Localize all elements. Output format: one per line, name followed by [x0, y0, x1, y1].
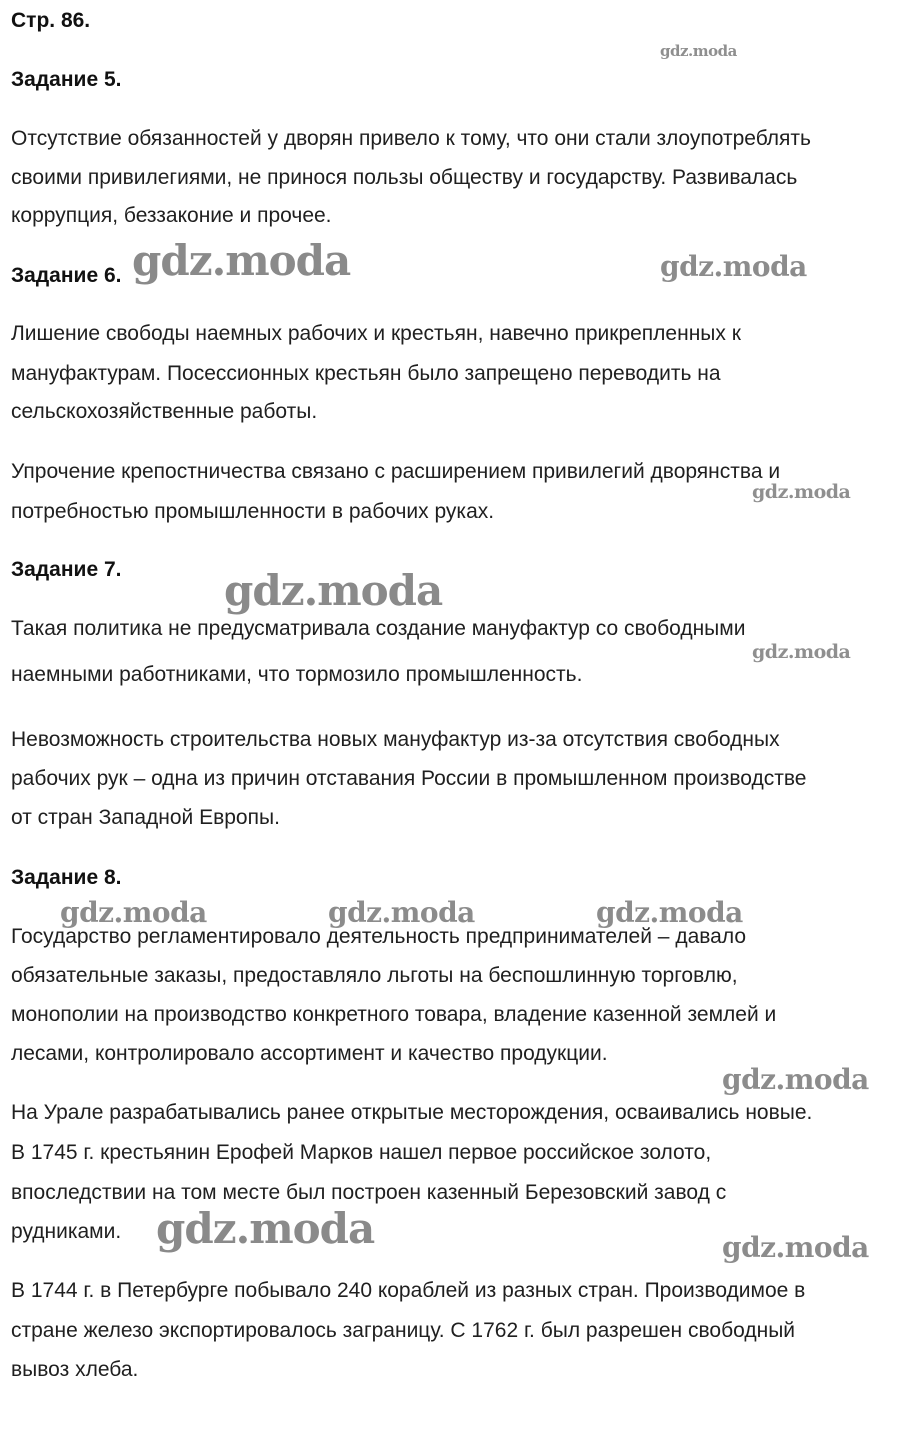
task-8-text-line: стране железо экспортировалось заграницу. С 1762 г. был разрешен свободный: [11, 1319, 796, 1342]
task-7-text-line: от стран Западной Европы.: [11, 806, 280, 829]
task-8-text-line: На Урале разрабатывались ранее открытые месторождения, осваивались новые.: [11, 1101, 813, 1124]
task-8-heading: Задание 8.: [11, 866, 122, 889]
watermark: gdz.moda: [156, 1204, 375, 1253]
task-7-text-line: Такая политика не предусматривала создание мануфактур со свободными: [11, 617, 746, 640]
task-6-text-line: Упрочение крепостничества связано с расширением привилегий дворянства и: [11, 460, 781, 483]
task-6-text-line: потребностью промышленности в рабочих руках.: [11, 500, 495, 523]
task-7-text-line: Невозможность строительства новых мануфактур из-за отсутствия свободных: [11, 728, 780, 751]
watermark: gdz.moda: [722, 1231, 869, 1264]
watermark: gdz.moda: [752, 481, 851, 503]
task-8-text-line: обязательные заказы, предоставляло льготы на беспошлинную торговлю,: [11, 964, 738, 987]
task-8-text-line: впоследствии на том месте был построен казенный Березовский завод с: [11, 1181, 727, 1204]
watermark: gdz.moda: [596, 896, 743, 929]
task-6-text-line: мануфактурам. Посессионных крестьян было запрещено переводить на: [11, 362, 721, 385]
task-5-text-line: своими привилегиями, не принося пользы обществу и государству. Развивалась: [11, 166, 798, 189]
task-8-text-line: рудниками.: [11, 1220, 122, 1243]
task-6-heading: Задание 6.: [11, 264, 122, 287]
watermark: gdz.moda: [660, 42, 737, 60]
task-6-text-line: сельскохозяйственные работы.: [11, 400, 318, 423]
task-8-text-line: вывоз хлеба.: [11, 1358, 139, 1381]
task-5-heading: Задание 5.: [11, 68, 122, 91]
watermark: gdz.moda: [132, 236, 351, 285]
task-8-text-line: В 1744 г. в Петербурге побывало 240 кораблей из разных стран. Производимое в: [11, 1279, 806, 1302]
task-7-heading: Задание 7.: [11, 558, 122, 581]
task-8-text-line: лесами, контролировало ассортимент и качество продукции.: [11, 1042, 608, 1065]
watermark: gdz.moda: [722, 1063, 869, 1096]
watermark: gdz.moda: [752, 641, 851, 663]
watermark: gdz.moda: [60, 896, 207, 929]
task-8-text-line: В 1745 г. крестьянин Ерофей Марков нашел первое российское золото,: [11, 1141, 712, 1164]
watermark: gdz.moda: [328, 896, 475, 929]
task-5-text-line: коррупция, беззаконие и прочее.: [11, 204, 332, 227]
watermark: gdz.moda: [660, 250, 807, 283]
task-7-text-line: рабочих рук – одна из причин отставания России в промышленном производстве: [11, 767, 807, 790]
task-5-text-line: Отсутствие обязанностей у дворян привело к тому, что они стали злоупотреблять: [11, 127, 811, 150]
task-8-text-line: Государство регламентировало деятельность предпринимателей – давало: [11, 925, 747, 948]
page-number: Стр. 86.: [11, 9, 91, 32]
watermark: gdz.moda: [224, 566, 443, 615]
task-8-text-line: монополии на производство конкретного товара, владение казенной землей и: [11, 1003, 777, 1026]
task-6-text-line: Лишение свободы наемных рабочих и крестьян, навечно прикрепленных к: [11, 322, 741, 345]
task-7-text-line: наемными работниками, что тормозило промышленность.: [11, 663, 583, 686]
